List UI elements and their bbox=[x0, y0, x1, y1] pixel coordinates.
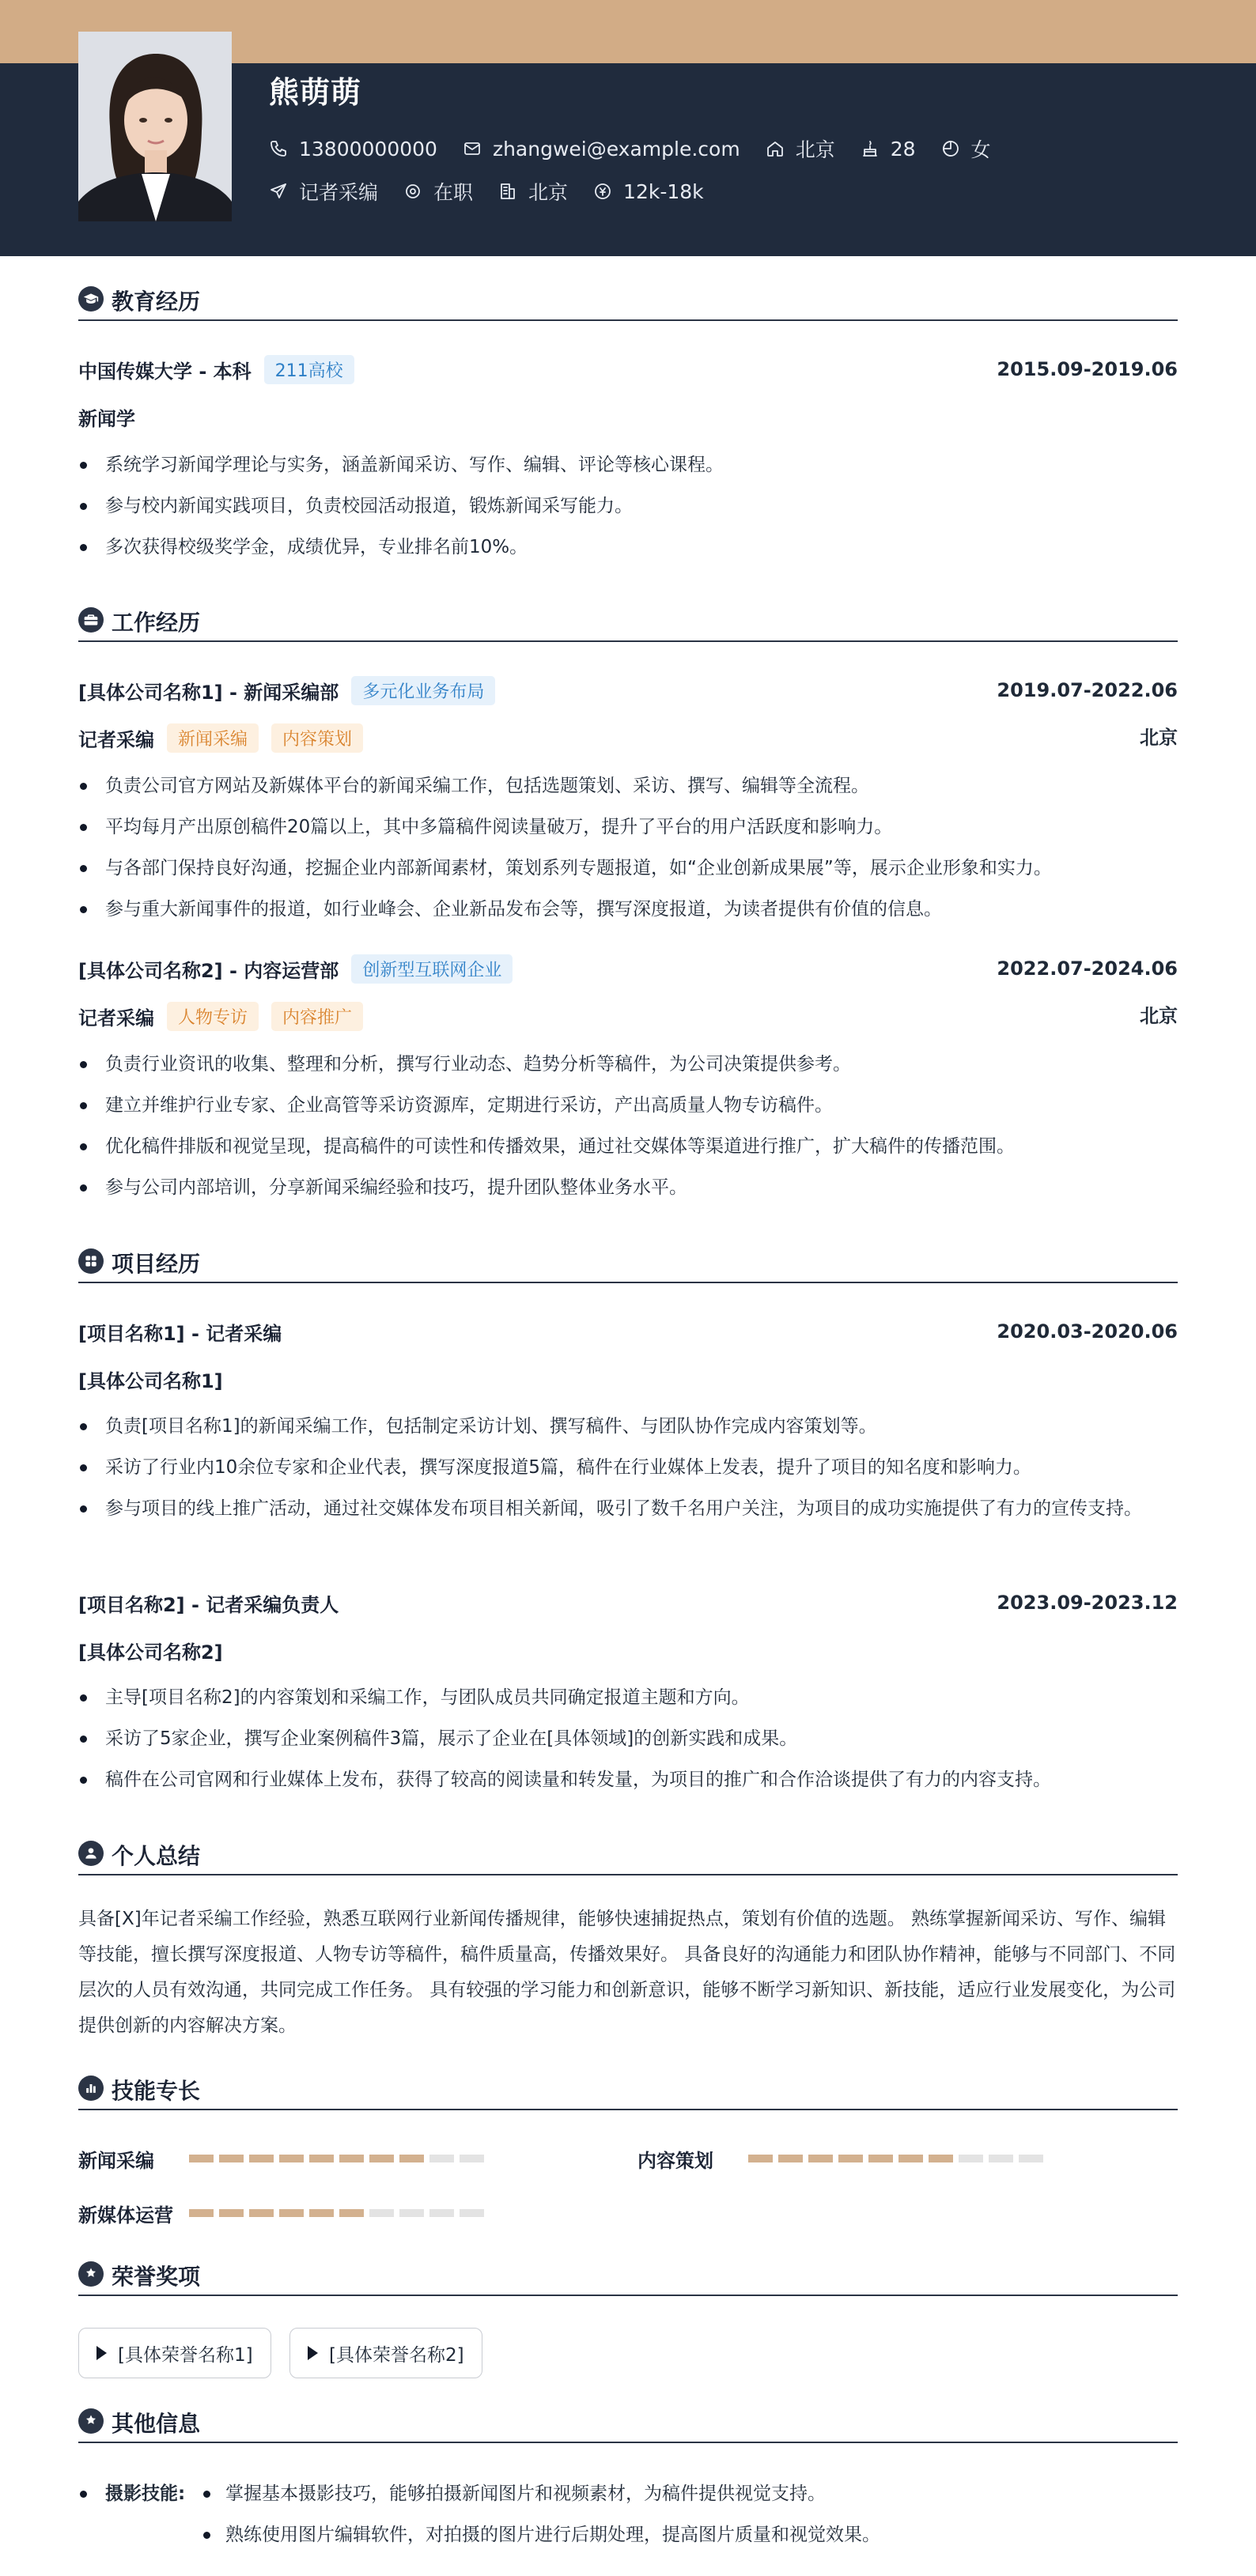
skill-segment-filled bbox=[929, 2155, 953, 2162]
skill-segment-filled bbox=[309, 2155, 334, 2162]
section-title: 项目经历 bbox=[112, 1251, 201, 1277]
project-bullets bbox=[78, 1677, 1178, 1800]
skill-segment-filled bbox=[309, 2209, 334, 2217]
project-date: 2023.09-2023.12 bbox=[997, 1592, 1178, 1614]
section-summary bbox=[78, 1838, 1178, 1875]
project-company: [具体公司名称2] bbox=[78, 1641, 223, 1664]
other-info-list bbox=[78, 2473, 1178, 2555]
skill-level-bar bbox=[748, 2155, 1049, 2162]
location-text: 北京 bbox=[795, 138, 835, 161]
section-work bbox=[78, 604, 1178, 642]
skill-item bbox=[78, 2145, 490, 2172]
skill-segment-filled bbox=[189, 2209, 214, 2217]
skill-segment-filled bbox=[778, 2155, 803, 2162]
location-item bbox=[766, 134, 835, 163]
email-item bbox=[463, 138, 740, 161]
list-item: 稿件在公司官网和行业媒体上发布，获得了较高的阅读量和转发量，为项目的推广和合作洽谈提供了有力的内容支持。 bbox=[78, 1759, 1178, 1800]
company-name: [具体公司名称2] - 内容运营部 bbox=[78, 959, 339, 982]
major-name: 新闻学 bbox=[78, 407, 135, 430]
school-name: 中国传媒大学 - 本科 bbox=[78, 360, 252, 383]
status-text: 在职 bbox=[433, 181, 474, 204]
skill-segment-empty bbox=[369, 2209, 394, 2217]
candidate-name: 熊萌萌 bbox=[269, 75, 362, 110]
work-bullets bbox=[78, 1044, 1178, 1208]
skill-segment-filled bbox=[249, 2209, 274, 2217]
other-info-label: 摄影技能: bbox=[105, 2483, 186, 2504]
work-location: 北京 bbox=[1140, 727, 1178, 749]
skill-segment-filled bbox=[249, 2155, 274, 2162]
skill-level-bar bbox=[189, 2155, 490, 2162]
project-company: [具体公司名称1] bbox=[78, 1369, 223, 1392]
role-tag: 内容策划 bbox=[271, 723, 363, 753]
email-text: zhangwei@example.com bbox=[492, 137, 740, 161]
age-text: 28 bbox=[890, 137, 916, 161]
skill-segment-empty bbox=[959, 2155, 983, 2162]
position-item bbox=[269, 177, 378, 206]
work-date: 2022.07-2024.06 bbox=[997, 958, 1178, 980]
skill-name: 新媒体运营 bbox=[78, 2204, 173, 2227]
skill-segment-filled bbox=[189, 2155, 214, 2162]
honor-name: [具体荣誉名称1] bbox=[118, 2344, 253, 2366]
skill-segment-empty bbox=[399, 2209, 424, 2217]
triangle-icon bbox=[96, 2346, 107, 2360]
list-item: 采访了5家企业，撰写企业案例稿件3篇，展示了企业在[具体领域]的创新实践和成果。 bbox=[78, 1718, 1178, 1759]
section-title: 其他信息 bbox=[112, 2411, 201, 2437]
skill-segment-empty bbox=[460, 2155, 484, 2162]
list-item: 建立并维护行业专家、企业高管等采访资源库，定期进行采访，产出高质量人物专访稿件。 bbox=[78, 1085, 1178, 1126]
section-other bbox=[78, 2405, 1178, 2443]
coin-icon bbox=[593, 182, 612, 201]
home-icon bbox=[766, 139, 785, 158]
section-education bbox=[78, 283, 1178, 321]
section-title: 工作经历 bbox=[112, 610, 201, 636]
list-item: 平均每月产出原创稿件20篇以上，其中多篇稿件阅读量破万，提升了平台的用户活跃度和影响力。 bbox=[78, 806, 1178, 848]
skill-segment-filled bbox=[808, 2155, 833, 2162]
city-text: 北京 bbox=[528, 181, 569, 204]
skill-name: 新闻采编 bbox=[78, 2149, 154, 2172]
other-info-text: 熟练使用图片编辑软件，对拍摄的图片进行后期处理，提高图片质量和视觉效果。 bbox=[225, 2525, 880, 2545]
status-item bbox=[403, 177, 473, 206]
skill-segment-empty bbox=[429, 2155, 454, 2162]
list-item: 负责公司官方网站及新媒体平台的新闻采编工作，包括选题策划、采访、撰写、编辑等全流程。 bbox=[78, 765, 1178, 806]
section-title: 教育经历 bbox=[112, 289, 201, 315]
skill-segment-filled bbox=[748, 2155, 773, 2162]
skill-segment-filled bbox=[219, 2209, 244, 2217]
building-icon bbox=[498, 182, 517, 201]
skill-segment-empty bbox=[1019, 2155, 1043, 2162]
education-bullets bbox=[78, 444, 1178, 568]
project-entry-header bbox=[78, 1587, 1178, 1618]
skill-segment-empty bbox=[429, 2209, 454, 2217]
project-title: [项目名称1] - 记者采编 bbox=[78, 1322, 282, 1345]
role-tag: 内容推广 bbox=[271, 1002, 363, 1031]
project-company-row bbox=[78, 1363, 1178, 1395]
role-tag: 新闻采编 bbox=[167, 723, 259, 753]
skill-segment-empty bbox=[989, 2155, 1013, 2162]
skill-segment-filled bbox=[339, 2155, 364, 2162]
skill-segment-filled bbox=[399, 2155, 424, 2162]
company-tag: 多元化业务布局 bbox=[351, 676, 495, 705]
bullet-dot bbox=[203, 2532, 210, 2539]
skill-segment-filled bbox=[339, 2209, 364, 2217]
role-tag: 人物专访 bbox=[167, 1002, 259, 1031]
skill-segment-filled bbox=[898, 2155, 923, 2162]
work-location: 北京 bbox=[1140, 1005, 1178, 1027]
education-entry-header bbox=[78, 353, 1178, 385]
other-info-line bbox=[78, 2514, 1178, 2555]
triangle-icon bbox=[308, 2346, 318, 2360]
list-item: 参与校内新闻实践项目，负责校园活动报道，锻炼新闻采写能力。 bbox=[78, 485, 1178, 527]
work-date: 2019.07-2022.06 bbox=[997, 679, 1178, 701]
phone-icon bbox=[269, 139, 288, 158]
city-item bbox=[498, 177, 568, 206]
age-item bbox=[861, 138, 916, 161]
grid-icon bbox=[78, 1248, 104, 1274]
company-tag: 创新型互联网企业 bbox=[351, 954, 513, 984]
skill-segment-filled bbox=[279, 2155, 304, 2162]
position-text: 记者采编 bbox=[299, 181, 379, 204]
summary-text: 具备[X]年记者采编工作经验，熟悉互联网行业新闻传播规律，能够快速捕捉热点，策划有价值的选题。 熟练掌握新闻采访、写作、编辑等技能，擅长撰写深度报道、人物专访等稿件，稿件质量高，传播效果好。 具备良好的沟通能力和团队协作精神，能够与不同部门、不同层次的人员有效沟通，共同完成工作任务。 具有较强的学习能力和创新意识，能够不断学习新知识、新技能，适应行业发展变化，为公司提供创新的内容解决方案。 bbox=[78, 1909, 1176, 2036]
skill-item bbox=[637, 2145, 1049, 2172]
phone-item bbox=[269, 138, 437, 161]
skill-item bbox=[78, 2200, 490, 2227]
list-item: 参与重大新闻事件的报道，如行业峰会、企业新品发布会等，撰写深度报道，为读者提供有价值的信息。 bbox=[78, 889, 1178, 930]
section-skills bbox=[78, 2072, 1178, 2110]
send-icon bbox=[269, 182, 288, 201]
skill-segment-empty bbox=[460, 2209, 484, 2217]
skill-name: 内容策划 bbox=[637, 2149, 713, 2172]
gender-item bbox=[941, 134, 991, 163]
list-item: 参与项目的线上推广活动，通过社交媒体发布项目相关新闻，吸引了数千名用户关注，为项目的成功实施提供了有力的宣传支持。 bbox=[78, 1488, 1178, 1529]
list-item: 系统学习新闻学理论与实务，涵盖新闻采访、写作、编辑、评论等核心课程。 bbox=[78, 444, 1178, 485]
phone-text: 13800000000 bbox=[299, 137, 437, 161]
other-info-text: 掌握基本摄影技巧，能够拍摄新闻图片和视频素材，为稿件提供视觉支持。 bbox=[225, 2483, 826, 2504]
work-entry-header bbox=[78, 674, 1178, 706]
company-name: [具体公司名称1] - 新闻采编部 bbox=[78, 681, 339, 704]
project-company-row bbox=[78, 1634, 1178, 1666]
section-honors bbox=[78, 2258, 1178, 2296]
section-title: 荣誉奖项 bbox=[112, 2264, 201, 2290]
award-icon bbox=[78, 2408, 104, 2434]
salary-text: 12k-18k bbox=[623, 179, 704, 203]
bar-chart-icon bbox=[78, 2076, 104, 2101]
bullet-dot bbox=[80, 2491, 87, 2498]
gender-text: 女 bbox=[970, 138, 991, 161]
mail-icon bbox=[463, 139, 482, 158]
honor-chip[interactable] bbox=[78, 2328, 271, 2378]
skill-level-bar bbox=[189, 2209, 490, 2217]
section-projects bbox=[78, 1245, 1178, 1283]
graduation-cap-icon bbox=[78, 286, 104, 312]
list-item: 主导[项目名称2]的内容策划和采编工作，与团队成员共同确定报道主题和方向。 bbox=[78, 1677, 1178, 1718]
bullet-dot bbox=[203, 2491, 210, 2498]
section-title: 技能专长 bbox=[112, 2078, 201, 2104]
profile-photo bbox=[78, 32, 232, 221]
skill-segment-filled bbox=[369, 2155, 394, 2162]
skill-segment-filled bbox=[279, 2209, 304, 2217]
project-bullets bbox=[78, 1406, 1178, 1529]
education-date: 2015.09-2019.06 bbox=[997, 358, 1178, 380]
project-entry-header bbox=[78, 1316, 1178, 1347]
skill-segment-filled bbox=[838, 2155, 863, 2162]
honor-name: [具体荣誉名称2] bbox=[329, 2344, 464, 2366]
education-major-row bbox=[78, 401, 1178, 432]
other-info-line bbox=[78, 2473, 1178, 2514]
list-item: 参与公司内部培训，分享新闻采编经验和技巧，提升团队整体业务水平。 bbox=[78, 1167, 1178, 1208]
school-tag: 211高校 bbox=[264, 355, 354, 384]
list-item: 采访了行业内10余位专家和企业代表，撰写深度报道5篇，稿件在行业媒体上发表，提升了项目的知名度和影响力。 bbox=[78, 1447, 1178, 1488]
skill-segment-filled bbox=[868, 2155, 893, 2162]
user-icon bbox=[78, 1841, 104, 1866]
project-title: [项目名称2] - 记者采编负责人 bbox=[78, 1593, 339, 1616]
role-name: 记者采编 bbox=[78, 728, 154, 751]
work-entry-header bbox=[78, 953, 1178, 984]
cake-icon bbox=[861, 139, 880, 158]
work-role-row bbox=[78, 722, 1178, 754]
gender-icon bbox=[941, 139, 960, 158]
award-icon bbox=[78, 2261, 104, 2287]
list-item: 多次获得校级奖学金，成绩优异，专业排名前10%。 bbox=[78, 527, 1178, 568]
status-icon bbox=[403, 182, 422, 201]
honor-chip[interactable] bbox=[289, 2328, 482, 2378]
job-intent-row bbox=[269, 177, 729, 206]
contact-row bbox=[269, 134, 1016, 163]
section-title: 个人总结 bbox=[112, 1843, 201, 1869]
list-item: 优化稿件排版和视觉呈现，提高稿件的可读性和传播效果，通过社交媒体等渠道进行推广，扩大稿件的传播范围。 bbox=[78, 1126, 1178, 1167]
list-item: 与各部门保持良好沟通，挖掘企业内部新闻素材，策划系列专题报道，如“企业创新成果展”等，展示企业形象和实力。 bbox=[78, 848, 1178, 889]
work-bullets bbox=[78, 765, 1178, 930]
briefcase-icon bbox=[78, 607, 104, 633]
list-item: 负责[项目名称1]的新闻采编工作，包括制定采访计划、撰写稿件、与团队协作完成内容策划等。 bbox=[78, 1406, 1178, 1447]
project-date: 2020.03-2020.06 bbox=[997, 1320, 1178, 1343]
work-role-row bbox=[78, 1000, 1178, 1032]
role-name: 记者采编 bbox=[78, 1007, 154, 1029]
skill-segment-filled bbox=[219, 2155, 244, 2162]
list-item: 负责行业资讯的收集、整理和分析，撰写行业动态、趋势分析等稿件，为公司决策提供参考。 bbox=[78, 1044, 1178, 1085]
salary-item bbox=[593, 180, 704, 203]
